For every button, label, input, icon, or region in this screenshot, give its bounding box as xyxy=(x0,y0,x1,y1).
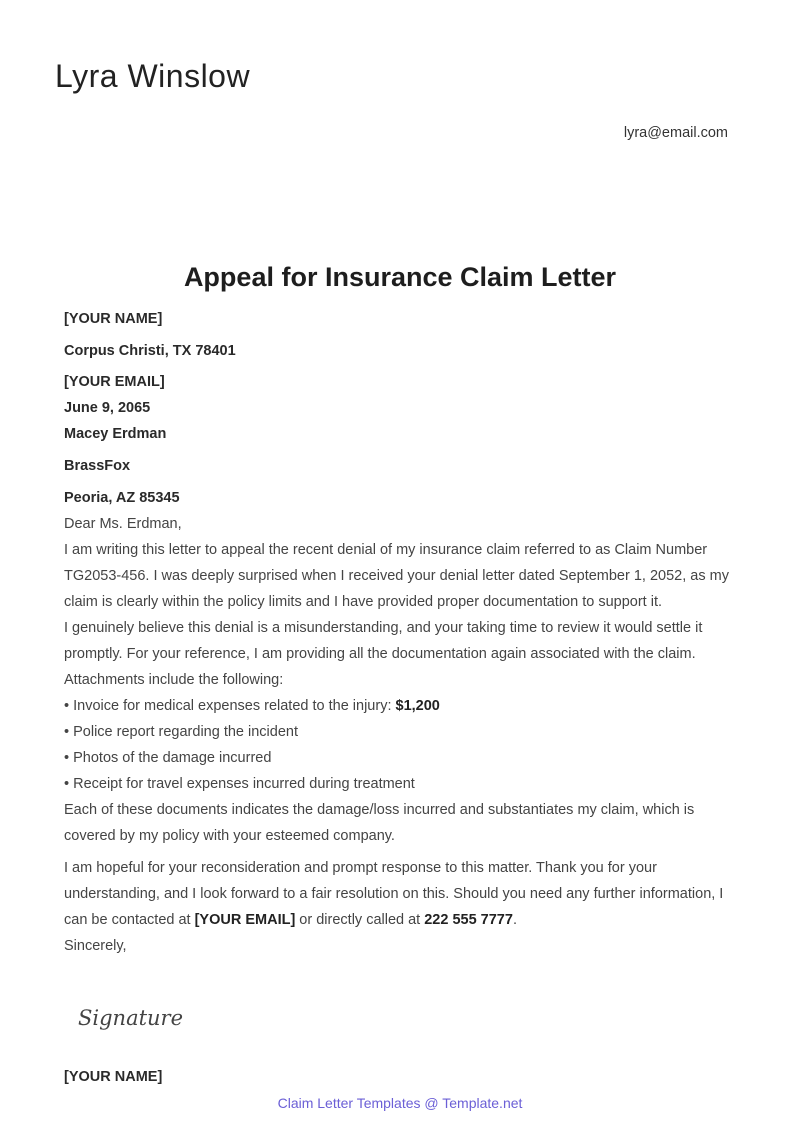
recipient-company: BrassFox xyxy=(64,458,131,474)
footer-link[interactable]: Claim Letter Templates @ Template.net xyxy=(277,1095,523,1111)
sender-email: [YOUR EMAIL] xyxy=(64,374,165,390)
header-email: lyra@email.com xyxy=(623,125,728,141)
list-item: • Police report regarding the incident xyxy=(64,719,736,745)
salutation: Dear Ms. Erdman, xyxy=(64,516,182,532)
attachment-amount: $1,200 xyxy=(395,698,440,714)
list-item xyxy=(64,693,736,719)
attachments-list xyxy=(64,693,736,797)
text: I am hopeful for your reconsideration and prompt response to this matter. Thank you for your understanding, and I look forward to a fair resolution on this. Should you need any further information, I can be contacted at xyxy=(64,860,724,928)
document-title: Appeal for Insurance Claim Letter xyxy=(183,262,617,292)
paragraph-1: I am writing this letter to appeal the recent denial of my insurance claim referred to as Claim Number TG2053-456. I was deeply surprised when I received your denial letter dated September 1, 2052, as my claim is clearly within the policy limits and I have provided proper documentation to support it. xyxy=(64,542,729,610)
text: or directly called at xyxy=(295,912,425,928)
recipient-name: Macey Erdman xyxy=(64,426,167,442)
header-name: Lyra Winslow xyxy=(55,58,251,94)
closing: Sincerely, xyxy=(64,938,127,954)
list-item: • Receipt for travel expenses incurred during treatment xyxy=(64,771,736,797)
letter-date: June 9, 2065 xyxy=(64,400,151,416)
signature-image: Signature xyxy=(78,1006,184,1030)
contact-email: [YOUR EMAIL] xyxy=(194,912,296,928)
paragraph-4 xyxy=(64,855,736,933)
contact-phone: 222 555 7777 xyxy=(424,912,513,928)
list-item: • Photos of the damage incurred xyxy=(64,745,736,771)
paragraph-2: I genuinely believe this denial is a misunderstanding, and your taking time to review it would settle it promptly. For your reference, I am providing all the documentation again associated with the claim. Attachments include the following: xyxy=(64,620,703,688)
sender-name: [YOUR NAME] xyxy=(64,311,163,327)
letter-body xyxy=(64,511,736,959)
recipient-address: Peoria, AZ 85345 xyxy=(64,490,180,506)
paragraph-3: Each of these documents indicates the damage/loss incurred and substantiates my claim, which is covered by my policy with your esteemed company. xyxy=(64,802,695,844)
signoff-name: [YOUR NAME] xyxy=(64,1069,163,1085)
sender-address: Corpus Christi, TX 78401 xyxy=(64,343,236,359)
attachment-text: Invoice for medical expenses related to the injury: xyxy=(73,698,396,714)
text: . xyxy=(512,912,517,928)
